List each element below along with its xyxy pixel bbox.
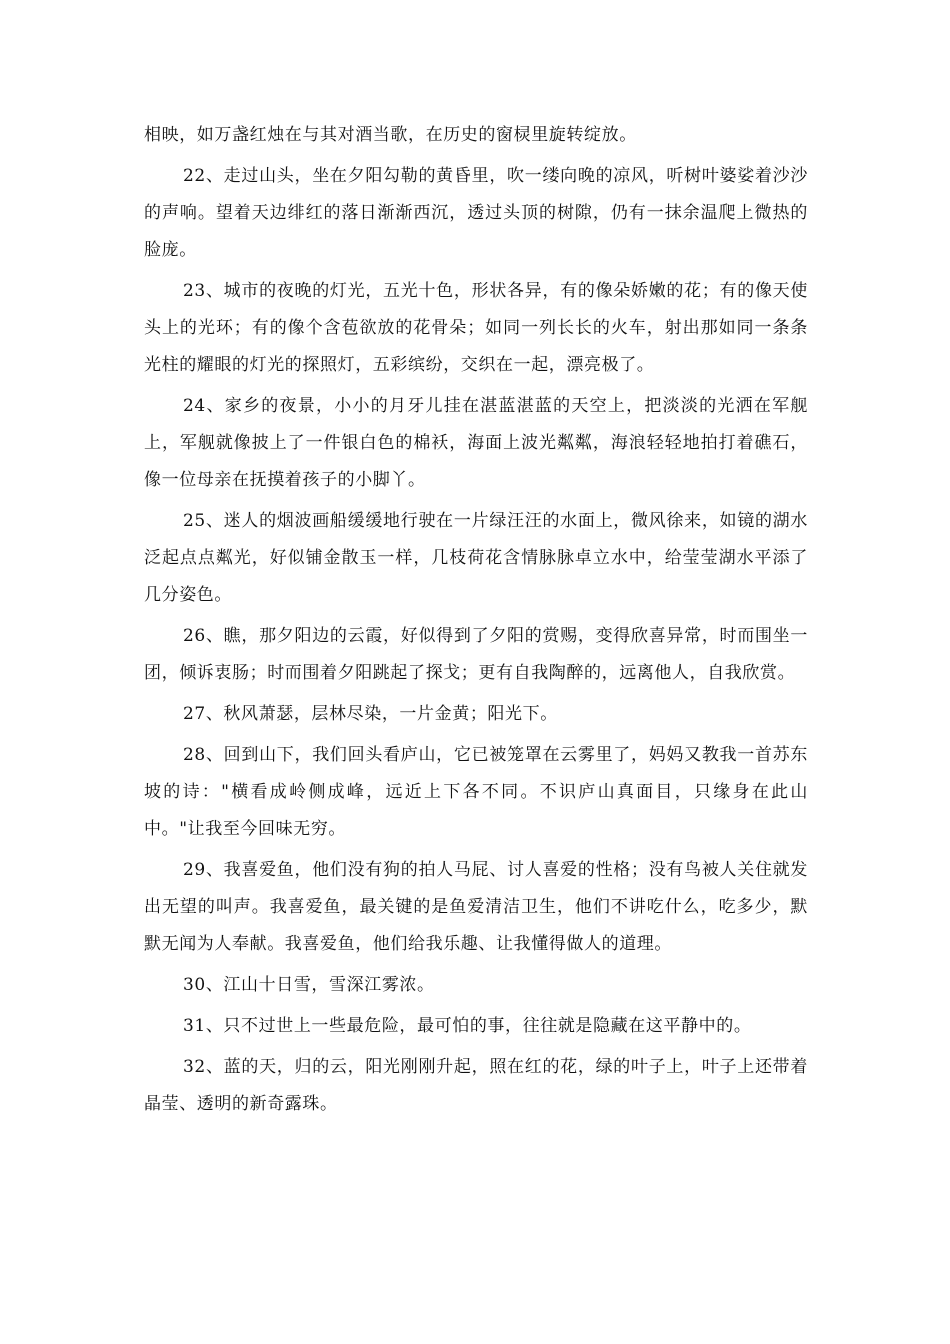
paragraph-22: 22、走过山头，坐在夕阳勾勒的黄昏里，吹一缕向晚的凉风，听树叶婆娑着沙沙的声响。望着天边绯红的落日渐渐西沉，透过头顶的树隙，仍有一抹余温爬上微热的脸庞。 — [144, 166, 808, 260]
paragraph-23: 23、城市的夜晚的灯光，五光十色，形状各异，有的像朵娇嫩的花；有的像天使头上的光环；有的像个含苞欲放的花骨朵；如同一列长长的火车，射出那如同一条条光柱的耀眼的灯光的探照灯，五彩缤纷，交织在一起，漂亮极了。 — [144, 281, 808, 375]
paragraph-31: 31、只不过世上一些最危险，最可怕的事，往往就是隐藏在这平静中的。 — [183, 1016, 752, 1036]
paragraph-25: 25、迷人的烟波画船缓缓地行驶在一片绿汪汪的水面上，微风徐来，如镜的湖水泛起点点粼光，好似铺金散玉一样，几枝荷花含情脉脉卓立水中，给莹莹湖水平添了几分姿色。 — [144, 511, 808, 605]
paragraph-28: 28、回到山下，我们回头看庐山，它已被笼罩在云雾里了，妈妈又教我一首苏东坡的诗："横看成岭侧成峰，远近上下各不同。不识庐山真面目，只缘身在此山中。"让我至今回味无穷。 — [144, 745, 808, 839]
paragraph-32: 32、蓝的天，归的云，阳光刚刚升起，照在红的花，绿的叶子上，叶子上还带着晶莹、透明的新奇露珠。 — [144, 1057, 808, 1114]
paragraph-24: 24、家乡的夜景，小小的月牙儿挂在湛蓝湛蓝的天空上，把淡淡的光洒在军舰上，军舰就像披上了一件银白色的棉袄，海面上波光粼粼，海浪轻轻地拍打着礁石，像一位母亲在抚摸着孩子的小脚丫。 — [144, 396, 808, 490]
paragraph-29: 29、我喜爱鱼，他们没有狗的拍人马屁、讨人喜爱的性格；没有鸟被人关住就发出无望的叫声。我喜爱鱼，最关键的是鱼爱清洁卫生，他们不讲吃什么，吃多少，默默无闻为人奉献。我喜爱鱼，他们给我乐趣、让我懂得做人的道理。 — [144, 860, 808, 954]
paragraph-26: 26、瞧，那夕阳边的云霞，好似得到了夕阳的赏赐，变得欣喜异常，时而围坐一团，倾诉衷肠；时而围着夕阳跳起了探戈；更有自我陶醉的，远离他人，自我欣赏。 — [144, 626, 808, 683]
paragraph-continuation: 相映，如万盏红烛在与其对酒当歌，在历史的窗棂里旋转绽放。 — [144, 125, 637, 145]
paragraph-27: 27、秋风萧瑟，层林尽染，一片金黄；阳光下。 — [183, 704, 558, 724]
document-page — [144, 117, 808, 1123]
paragraph-30: 30、江山十日雪，雪深江雾浓。 — [183, 975, 435, 995]
